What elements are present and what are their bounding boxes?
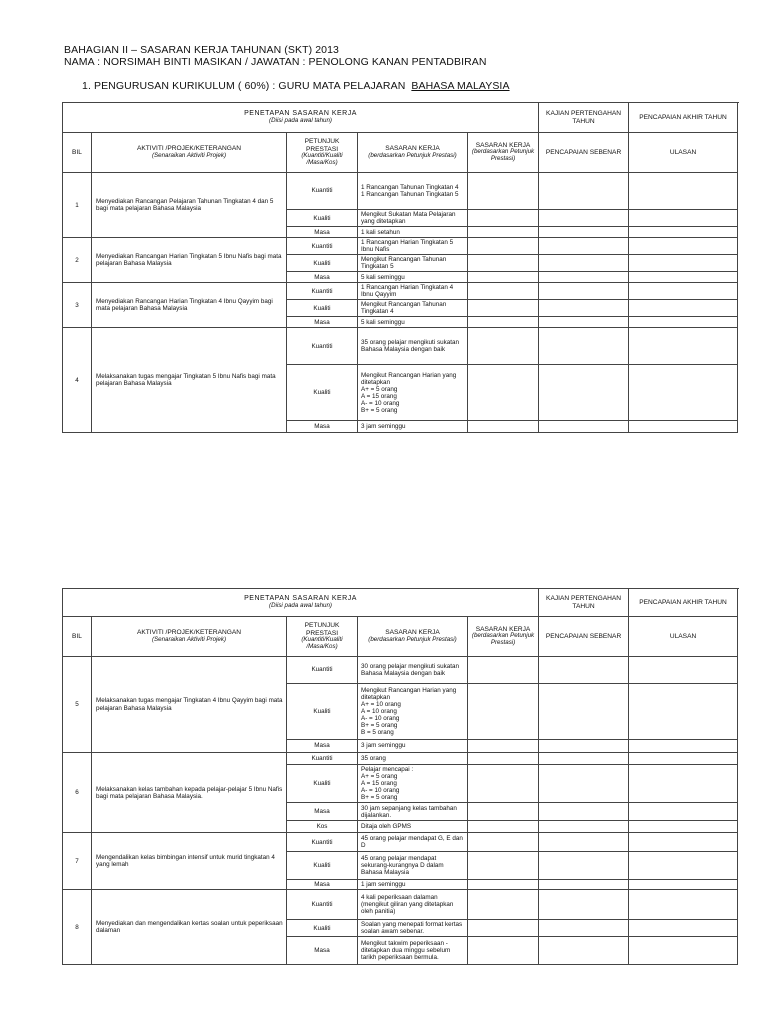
aktiviti-title: AKTIVITI /PROJEK/KETERANGAN xyxy=(136,629,242,637)
sasaran-cell: 4 kali peperiksaan dalaman (mengikut giliran yang ditetapkan oleh panitia) xyxy=(358,890,468,920)
sasaran-cell: 35 orang pelajar mengikuti sukatan Bahasa Malaysia dengan baik xyxy=(358,328,468,365)
petunjuk-title: PETUNJUK PRESTASI xyxy=(304,622,340,637)
petunjuk-cell: Masa xyxy=(287,272,358,283)
bil-cell: 5 xyxy=(63,657,92,753)
table-row xyxy=(63,328,738,365)
kajian-cell[interactable] xyxy=(468,283,539,300)
bil-header: BIL xyxy=(63,617,92,657)
petunjuk-cell: Kuantiti xyxy=(287,283,358,300)
sebenar-cell[interactable] xyxy=(539,173,629,210)
bil-cell: 4 xyxy=(63,328,92,433)
sasaran-cell: 45 orang pelajar mendapat sekurang-kurangnya D dalam Bahasa Malaysia xyxy=(358,852,468,880)
aktiviti-subtitle: (Senaraikan Aktiviti Projek) xyxy=(151,151,227,159)
sebenar-cell[interactable] xyxy=(539,684,629,740)
kajian-cell[interactable] xyxy=(468,255,539,272)
sasaran-cell: 3 jam seminggu xyxy=(358,421,468,433)
penetapan-header xyxy=(63,589,539,617)
table-row xyxy=(63,657,738,684)
bil-cell: 6 xyxy=(63,753,92,833)
sasaran-title: SASARAN KERJA xyxy=(385,629,440,637)
sebenar-cell[interactable] xyxy=(539,657,629,684)
petunjuk-cell: Kualiti xyxy=(287,920,358,937)
ulasan-cell[interactable] xyxy=(629,365,738,421)
doc-heading-nama: NAMA : NORSIMAH BINTI MASIKAN / JAWATAN : PENOLONG KANAN PENTADBIRAN xyxy=(64,56,487,68)
kajian-cell[interactable] xyxy=(468,365,539,421)
sasaran-cell: 5 kali seminggu xyxy=(358,272,468,283)
ulasan-cell[interactable] xyxy=(629,852,738,880)
kajian-cell[interactable] xyxy=(468,920,539,937)
sebenar-cell[interactable] xyxy=(539,210,629,227)
aktiviti-title: AKTIVITI /PROJEK/KETERANGAN xyxy=(136,145,242,153)
sebenar-cell[interactable] xyxy=(539,272,629,283)
bil-cell: 2 xyxy=(63,238,92,283)
petunjuk-cell: Masa xyxy=(287,421,358,433)
petunjuk-cell: Kualiti xyxy=(287,300,358,317)
petunjuk-cell: Kualiti xyxy=(287,210,358,227)
penetapan-title: PENETAPAN SASARAN KERJA xyxy=(244,595,357,603)
petunjuk-cell: Masa xyxy=(287,880,358,890)
kajian-cell[interactable] xyxy=(468,317,539,328)
aktiviti-cell: Menyediakan Rancangan Harian Tingkatan 5 Ibnu Nafis bagi mata pelajaran Bahasa Malaysia xyxy=(92,238,287,283)
sasaran-cell: 1 Rancangan Harian Tingkatan 4 Ibnu Qayyim xyxy=(358,283,468,300)
aktiviti-cell: Menyediakan Rancangan Harian Tingkatan 4 Ibnu Qayyim bagi mata pelajaran Bahasa Malaysia xyxy=(92,283,287,328)
ulasan-cell[interactable] xyxy=(629,283,738,300)
sasaran-cell: Mengikut Sukatan Mata Pelajaran yang ditetapkan xyxy=(358,210,468,227)
sebenar-cell[interactable] xyxy=(539,890,629,920)
sasaran-cell: Mengikut takwim peperiksaan - ditetapkan dua minggu sebelum tarikh peperiksaan bermula. xyxy=(358,937,468,965)
ulasan-cell[interactable] xyxy=(629,210,738,227)
petunjuk-subtitle: (Kuantiti/Kualiti /Masa/Kos) xyxy=(301,151,343,166)
kajian-cell[interactable] xyxy=(468,821,539,833)
kajian-cell[interactable] xyxy=(468,328,539,365)
ulasan-cell[interactable] xyxy=(629,328,738,365)
petunjuk-cell: Kualiti xyxy=(287,852,358,880)
sebenar-cell[interactable] xyxy=(539,238,629,255)
penetapan-subtitle: (Diisi pada awal tahun) xyxy=(269,116,332,124)
bil-cell: 1 xyxy=(63,173,92,238)
ulasan-cell[interactable] xyxy=(629,300,738,317)
sebenar-cell[interactable] xyxy=(539,300,629,317)
sebenar-header: PENCAPAIAN SEBENAR xyxy=(539,133,629,173)
sasaran-cell: 1 jam seminggu xyxy=(358,880,468,890)
petunjuk-cell: Masa xyxy=(287,227,358,238)
ulasan-cell[interactable] xyxy=(629,272,738,283)
table-row xyxy=(63,283,738,300)
sasaran-cell: 3 jam seminggu xyxy=(358,740,468,753)
kajian-cell[interactable] xyxy=(468,890,539,920)
sasaran-cell: Mengikut Rancangan Tahunan Tingkatan 5 xyxy=(358,255,468,272)
petunjuk-cell: Kualiti xyxy=(287,365,358,421)
skt-table-2-body xyxy=(63,657,738,965)
aktiviti-cell: Mengendalikan kelas bimbingan intensif untuk murid tingkatan 4 yang lemah xyxy=(92,833,287,890)
sasaran-title: SASARAN KERJA xyxy=(385,145,440,153)
skt-table-1-header xyxy=(63,103,738,173)
petunjuk-subtitle: (Kuantiti/Kualiti /Masa/Kos) xyxy=(301,635,343,650)
sebenar-cell[interactable] xyxy=(539,255,629,272)
sasaran-cell: 35 orang xyxy=(358,753,468,765)
petunjuk-cell: Kuantiti xyxy=(287,657,358,684)
sasaran-subtitle: (berdasarkan Petunjuk Prestasi) xyxy=(368,151,457,159)
ulasan-cell[interactable] xyxy=(629,740,738,753)
subject-label: BAHASA MALAYSIA xyxy=(411,80,510,92)
kajian-cell[interactable] xyxy=(468,173,539,210)
kajian-cell[interactable] xyxy=(468,684,539,740)
kajian-cell[interactable] xyxy=(468,852,539,880)
table-row xyxy=(63,173,738,210)
sebenar-cell[interactable] xyxy=(539,365,629,421)
petunjuk-header xyxy=(287,617,358,657)
sasaran-cell: 30 jam sepanjang kelas tambahan dijalankan. xyxy=(358,803,468,821)
ulasan-cell[interactable] xyxy=(629,920,738,937)
table-row xyxy=(63,833,738,852)
petunjuk-cell: Kos xyxy=(287,821,358,833)
ulasan-cell[interactable] xyxy=(629,317,738,328)
kajian-cell[interactable] xyxy=(468,803,539,821)
petunjuk-cell: Kuantiti xyxy=(287,833,358,852)
table-row xyxy=(63,753,738,765)
doc-heading-bahagian: BAHAGIAN II – SASARAN KERJA TAHUNAN (SKT) 2013 xyxy=(64,44,339,56)
ulasan-cell[interactable] xyxy=(629,753,738,765)
ulasan-cell[interactable] xyxy=(629,227,738,238)
kajian-cell[interactable] xyxy=(468,880,539,890)
sebenar-cell[interactable] xyxy=(539,821,629,833)
kajian-header: KAJIAN PERTENGAHAN TAHUN xyxy=(539,103,629,133)
kajian-sasaran-header xyxy=(468,617,539,657)
petunjuk-cell: Masa xyxy=(287,740,358,753)
sebenar-cell[interactable] xyxy=(539,880,629,890)
kajian-cell[interactable] xyxy=(468,238,539,255)
kajian-cell[interactable] xyxy=(468,833,539,852)
sebenar-cell[interactable] xyxy=(539,421,629,433)
kajian-sasaran-title: SASARAN KERJA xyxy=(475,141,531,149)
sasaran-cell: Ditaja oleh GPMS xyxy=(358,821,468,833)
doc-heading-kurikulum xyxy=(82,80,510,92)
ulasan-cell[interactable] xyxy=(629,657,738,684)
aktiviti-header xyxy=(92,617,287,657)
ulasan-cell[interactable] xyxy=(629,890,738,920)
penetapan-subtitle: (Diisi pada awal tahun) xyxy=(269,601,332,609)
sasaran-header xyxy=(358,133,468,173)
bil-cell: 7 xyxy=(63,833,92,890)
petunjuk-header xyxy=(287,133,358,173)
sasaran-cell: Pelajar mencapai : A+ = 5 orang A = 15 orang A- = 10 orang B+ = 5 orang xyxy=(358,765,468,803)
ulasan-cell[interactable] xyxy=(629,833,738,852)
sebenar-cell[interactable] xyxy=(539,740,629,753)
sebenar-cell[interactable] xyxy=(539,765,629,803)
sasaran-cell: Mengikut Rancangan Harian yang ditetapkan A+ = 10 orang A = 10 orang A- = 10 orang B+ = 5 orang B = 5 orang xyxy=(358,684,468,740)
bil-header: BIL xyxy=(63,133,92,173)
ulasan-cell[interactable] xyxy=(629,255,738,272)
ulasan-cell[interactable] xyxy=(629,238,738,255)
kajian-sasaran-header xyxy=(468,133,539,173)
sasaran-cell: 1 Rancangan Tahunan Tingkatan 4 1 Rancangan Tahunan Tingkatan 5 xyxy=(358,173,468,210)
petunjuk-cell: Kualiti xyxy=(287,684,358,740)
penetapan-title: PENETAPAN SASARAN KERJA xyxy=(244,110,357,118)
kajian-cell[interactable] xyxy=(468,210,539,227)
petunjuk-cell: Kualiti xyxy=(287,765,358,803)
petunjuk-cell: Masa xyxy=(287,317,358,328)
sebenar-cell[interactable] xyxy=(539,920,629,937)
kajian-sasaran-subtitle: (berdasarkan Petunjuk Prestasi) xyxy=(471,632,535,647)
aktiviti-cell: Melaksanakan tugas mengajar Tingkatan 4 Ibnu Qayyim bagi mata pelajaran Bahasa Malaysia xyxy=(92,657,287,753)
sasaran-cell: 1 kali setahun xyxy=(358,227,468,238)
petunjuk-cell: Kuantiti xyxy=(287,328,358,365)
ulasan-cell[interactable] xyxy=(629,765,738,803)
sebenar-cell[interactable] xyxy=(539,803,629,821)
sasaran-cell: Mengikut Rancangan Tahunan Tingkatan 4 xyxy=(358,300,468,317)
petunjuk-cell: Masa xyxy=(287,937,358,965)
table-row xyxy=(63,238,738,255)
sebenar-cell[interactable] xyxy=(539,328,629,365)
kajian-cell[interactable] xyxy=(468,421,539,433)
aktiviti-cell: Menyediakan dan mengendalikan kertas soalan untuk peperiksaan dalaman xyxy=(92,890,287,965)
ulasan-cell[interactable] xyxy=(629,421,738,433)
sebenar-cell[interactable] xyxy=(539,753,629,765)
sasaran-cell: 45 orang pelajar mendapat G, E dan D xyxy=(358,833,468,852)
ulasan-header: ULASAN xyxy=(629,617,738,657)
aktiviti-header xyxy=(92,133,287,173)
ulasan-header: ULASAN xyxy=(629,133,738,173)
kajian-cell[interactable] xyxy=(468,272,539,283)
kajian-cell[interactable] xyxy=(468,765,539,803)
pencapaian-header: PENCAPAIAN AKHIR TAHUN xyxy=(629,103,738,133)
sasaran-cell: Mengikut Rancangan Harian yang ditetapkan A+ = 5 orang A = 15 orang A- = 10 orang B+ = 5 orang xyxy=(358,365,468,421)
kajian-cell[interactable] xyxy=(468,227,539,238)
penetapan-header xyxy=(63,103,539,133)
pencapaian-header: PENCAPAIAN AKHIR TAHUN xyxy=(629,589,738,617)
kajian-header: KAJIAN PERTENGAHAN TAHUN xyxy=(539,589,629,617)
sasaran-subtitle: (berdasarkan Petunjuk Prestasi) xyxy=(368,635,457,643)
ulasan-cell[interactable] xyxy=(629,684,738,740)
kurikulum-label: 1. PENGURUSAN KURIKULUM ( 60%) : GURU MATA PELAJARAN xyxy=(82,80,406,92)
kajian-cell[interactable] xyxy=(468,657,539,684)
sebenar-cell[interactable] xyxy=(539,937,629,965)
aktiviti-cell: Menyediakan Rancangan Pelajaran Tahunan Tingkatan 4 dan 5 bagi mata pelajaran Bahasa Malaysia xyxy=(92,173,287,238)
petunjuk-cell: Kuantiti xyxy=(287,753,358,765)
petunjuk-cell: Kuantiti xyxy=(287,173,358,210)
ulasan-cell[interactable] xyxy=(629,173,738,210)
bil-cell: 8 xyxy=(63,890,92,965)
skt-table-1-body xyxy=(63,173,738,433)
skt-table-2 xyxy=(62,588,738,965)
sebenar-cell[interactable] xyxy=(539,283,629,300)
bil-cell: 3 xyxy=(63,283,92,328)
sasaran-cell: Soalan yang menepati format kertas soalan awam sebenar. xyxy=(358,920,468,937)
ulasan-cell[interactable] xyxy=(629,803,738,821)
ulasan-cell[interactable] xyxy=(629,937,738,965)
aktiviti-cell: Melaksanakan kelas tambahan kepada pelajar-pelajar 5 Ibnu Nafis bagi mata pelajaran Bahasa Malaysia. xyxy=(92,753,287,833)
sasaran-header xyxy=(358,617,468,657)
petunjuk-cell: Kualiti xyxy=(287,255,358,272)
kajian-sasaran-title: SASARAN KERJA xyxy=(475,625,531,633)
kajian-sasaran-subtitle: (berdasarkan Petunjuk Prestasi) xyxy=(471,148,535,163)
sebenar-cell[interactable] xyxy=(539,317,629,328)
ulasan-cell[interactable] xyxy=(629,821,738,833)
sasaran-cell: 30 orang pelajar mengikuti sukatan Bahasa Malaysia dengan baik xyxy=(358,657,468,684)
petunjuk-cell: Kuantiti xyxy=(287,238,358,255)
sebenar-cell[interactable] xyxy=(539,852,629,880)
kajian-cell[interactable] xyxy=(468,937,539,965)
aktiviti-subtitle: (Senaraikan Aktiviti Projek) xyxy=(151,635,227,643)
kajian-cell[interactable] xyxy=(468,753,539,765)
aktiviti-cell: Melaksanakan tugas mengajar Tingkatan 5 Ibnu Nafis bagi mata pelajaran Bahasa Malaysia xyxy=(92,328,287,433)
table-row xyxy=(63,890,738,920)
sebenar-header: PENCAPAIAN SEBENAR xyxy=(539,617,629,657)
sasaran-cell: 1 Rancangan Harian Tingkatan 5 Ibnu Nafis xyxy=(358,238,468,255)
petunjuk-cell: Kuantiti xyxy=(287,890,358,920)
petunjuk-title: PETUNJUK PRESTASI xyxy=(304,138,340,153)
ulasan-cell[interactable] xyxy=(629,880,738,890)
kajian-cell[interactable] xyxy=(468,740,539,753)
sasaran-cell: 5 kali seminggu xyxy=(358,317,468,328)
petunjuk-cell: Masa xyxy=(287,803,358,821)
kajian-cell[interactable] xyxy=(468,300,539,317)
sebenar-cell[interactable] xyxy=(539,833,629,852)
sebenar-cell[interactable] xyxy=(539,227,629,238)
skt-table-2-header xyxy=(63,589,738,657)
skt-table-1 xyxy=(62,102,738,433)
